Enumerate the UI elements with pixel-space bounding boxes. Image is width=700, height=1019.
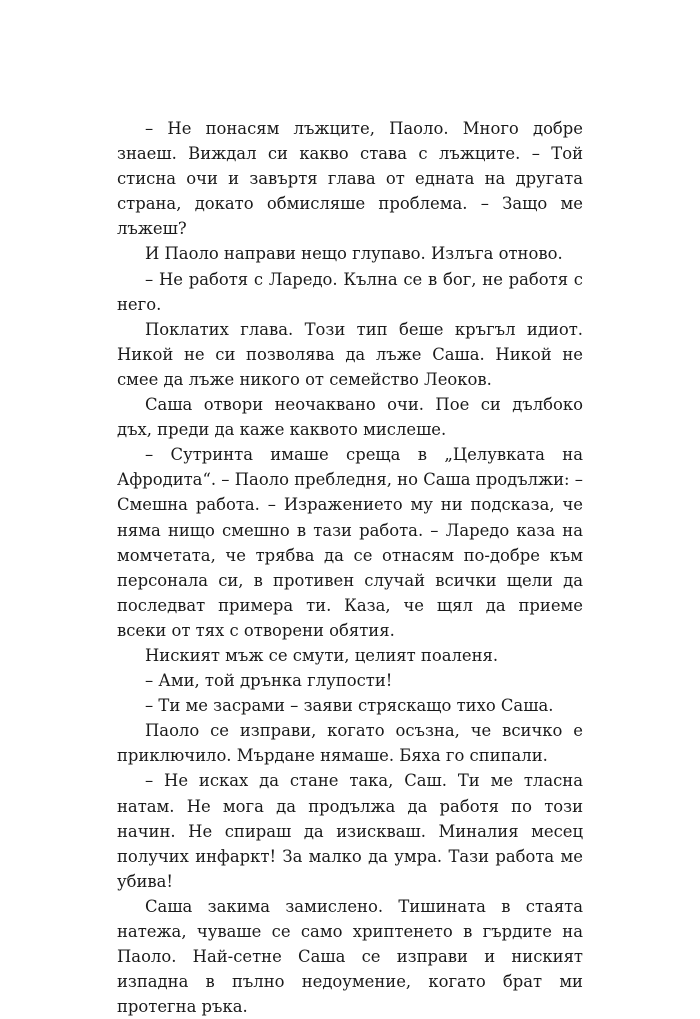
paragraph: И Паоло направи нещо глупаво. Излъга отново. — [145, 244, 563, 264]
paragraph: – Ти ме засрами – заяви стряскащо тихо Саша. — [145, 696, 554, 716]
page-text-block — [117, 116, 583, 1019]
paragraph: Саша отвори неочаквано очи. Пое си дълбоко дъх, преди да каже каквото мислеше. — [117, 395, 583, 440]
paragraph: Поклатих глава. Този тип беше кръгъл идиот. Никой не си позволява да лъже Саша. Никой не смее да лъже никого от семейство Леоков. — [117, 319, 583, 389]
paragraph: Паоло се изправи, когато осъзна, че всичко е приключило. Мърдане нямаше. Бяха го спипали. — [117, 721, 583, 766]
paragraph: Саша закима замислено. Тишината в стаята натежа, чуваше се само хриптенето в гърдите на Паоло. Най-сетне Саша се изправи и ниският изпадна в пълно недоумение, когато брат ми протегна ръка. — [117, 896, 583, 1017]
paragraph: – Не понасям лъжците, Паоло. Много добре знаеш. Виждал си какво става с лъжците. – Той стисна очи и завъртя глава от едната на другата страна, докато обмисляше проблема. – Защо ме лъжеш? — [117, 119, 583, 239]
paragraph: – Не работя с Ларедо. Кълна се в бог, не работя с него. — [117, 269, 583, 314]
paragraph: – Ами, той дрънка глупости! — [145, 671, 393, 691]
paragraph: – Не исках да стане така, Саш. Ти ме тласна натам. Не мога да продължа да работя по този начин. Не спираш да изискваш. Миналия месец получих инфаркт! За малко да умра. Тази работа ме убива! — [117, 771, 583, 891]
paragraph: – Сутринта имаше среща в „Целувката на Афродита“. – Паоло пребледня, но Саша продължи: – Смешна работа. – Изражението му ни подсказа, че няма нищо смешно в тази работа. – Ларедо каза на момчетата, че трябва да се отнасям по-добре към персонала си, в противен случай всички щели да последват примера ти. Каза, че щял да приеме всеки от тях с отворени обятия. — [117, 445, 583, 640]
paragraph: Ниският мъж се смути, целият поаленя. — [145, 645, 499, 665]
